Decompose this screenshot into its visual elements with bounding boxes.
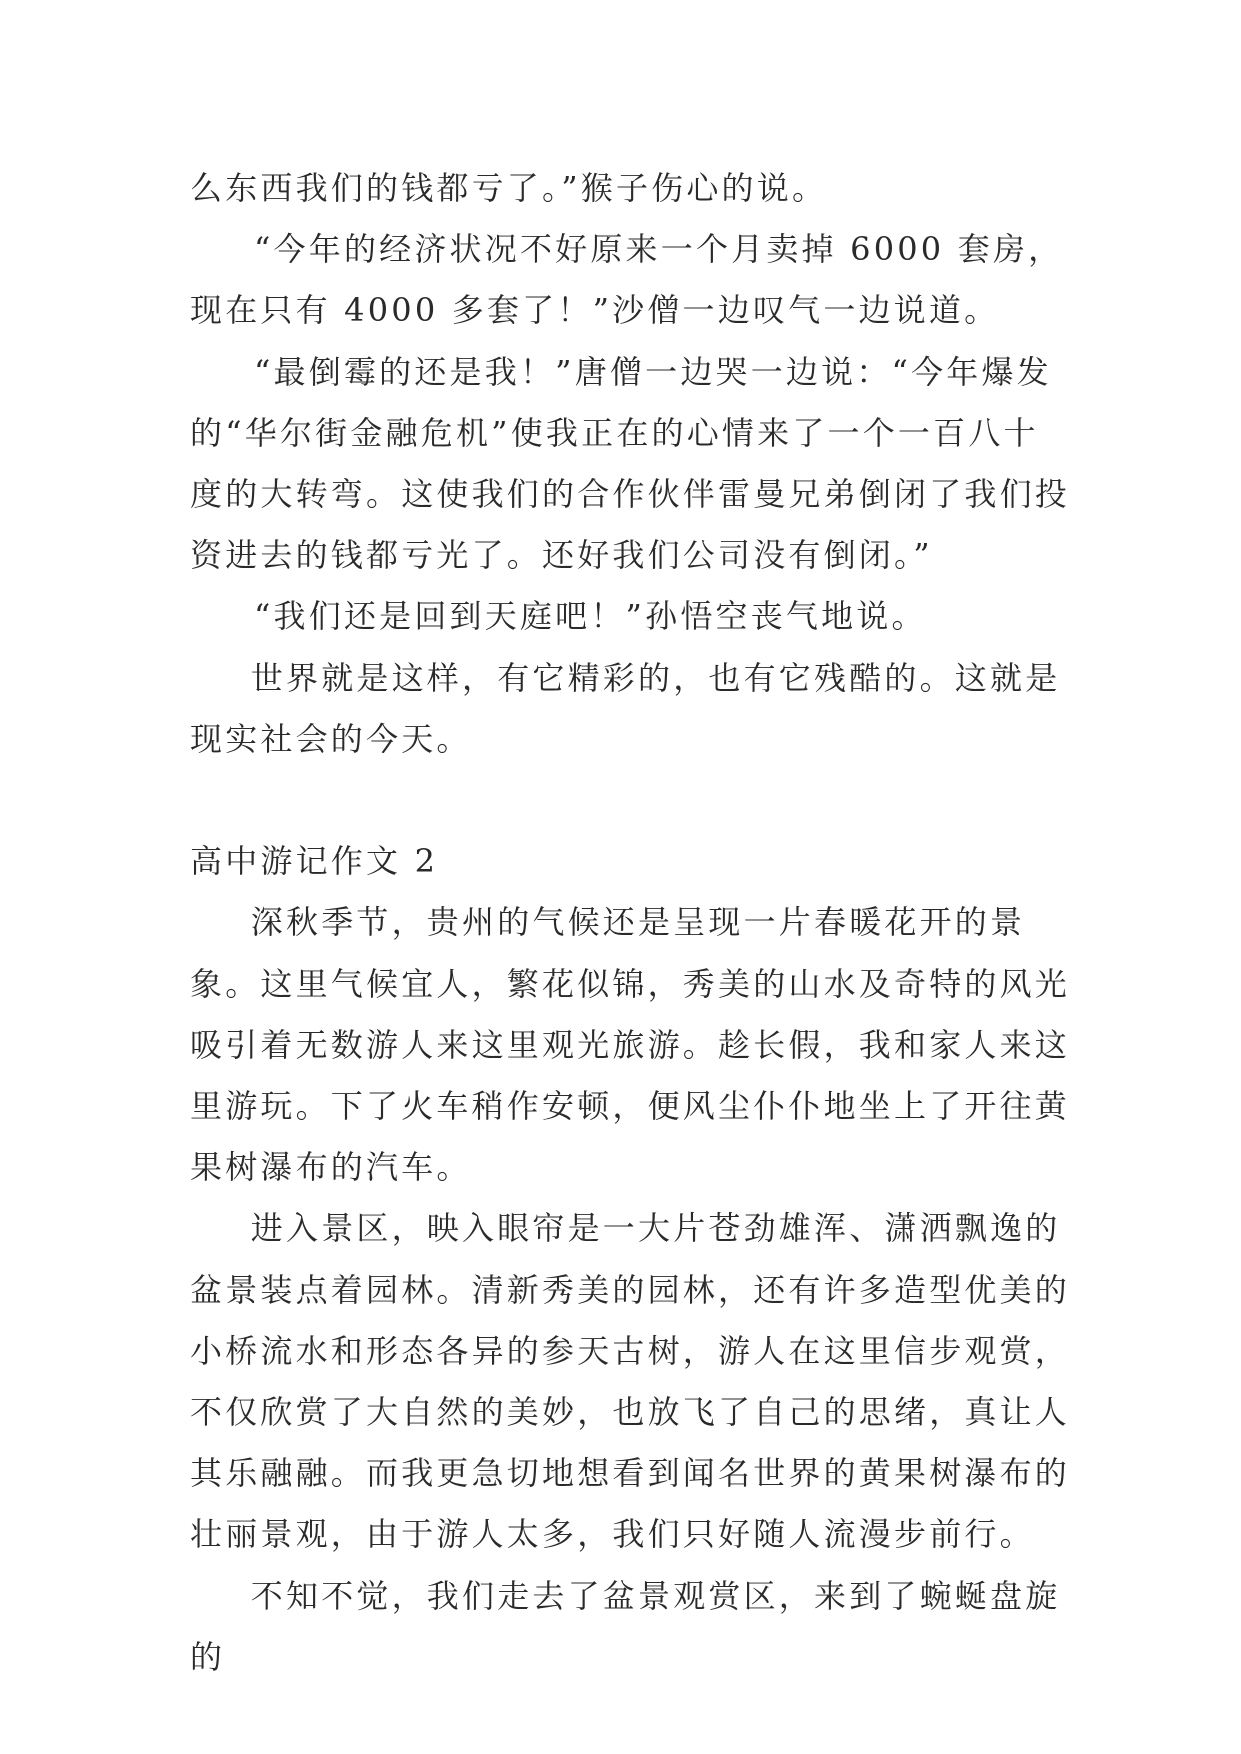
paragraph-bonsai-area: 不知不觉，我们走去了盆景观赏区，来到了蜿蜒盘旋的 [190, 1576, 1061, 1676]
paragraph-autumn: 深秋季节，贵州的气候还是呈现一片春暖花开的景象。这里气候宜人，繁花似锦，秀美的山水及奇特的风光吸引着无数游人来这里观光旅游。趁长假，我和家人来这里游玩。下了火车稍作安顿，便风尘仆仆地坐上了开往黄果树瀑布的汽车。 [190, 903, 1071, 1187]
paragraph-continuation: 么东西我们的钱都亏了。”猴子伤心的说。 [190, 169, 828, 207]
paragraph-scenic-area: 进入景区，映入眼帘是一大片苍劲雄浑、潇洒飘逸的盆景装点着园林。清新秀美的园林，还有许多造型优美的小桥流水和形态各异的参天古树，游人在这里信步观赏，不仅欣赏了大自然的美妙，也放飞了自己的思绪，真让人其乐融融。而我更急切地想看到闻名世界的黄果树瀑布的壮丽景观，由于游人太多，我们只好随人流漫步前行。 [190, 1209, 1071, 1554]
document-body [190, 158, 1070, 1688]
section-gap [190, 770, 1070, 831]
section-title: 高中游记作文 2 [190, 842, 439, 881]
paragraph-sunwukong-quote: “我们还是回到天庭吧！”孙悟空丧气地说。 [254, 597, 927, 636]
paragraph-conclusion: 世界就是这样，有它精彩的，也有它残酷的。这就是现实社会的今天。 [190, 658, 1061, 758]
paragraph-tangseng-quote: “最倒霉的还是我！”唐僧一边哭一边说：“今年爆发的“华尔街金融危机”使我正在的心情来了一个一百八十度的大转弯。这使我们的合作伙伴雷曼兄弟倒闭了我们投资进去的钱都亏光了。还好我们公司没有倒闭。” [190, 352, 1071, 575]
paragraph-shaseng-quote: “今年的经济状况不好原来一个月卖掉 6000 套房，现在只有 4000 多套了！”沙僧一边叹气一边说道。 [190, 230, 1064, 330]
